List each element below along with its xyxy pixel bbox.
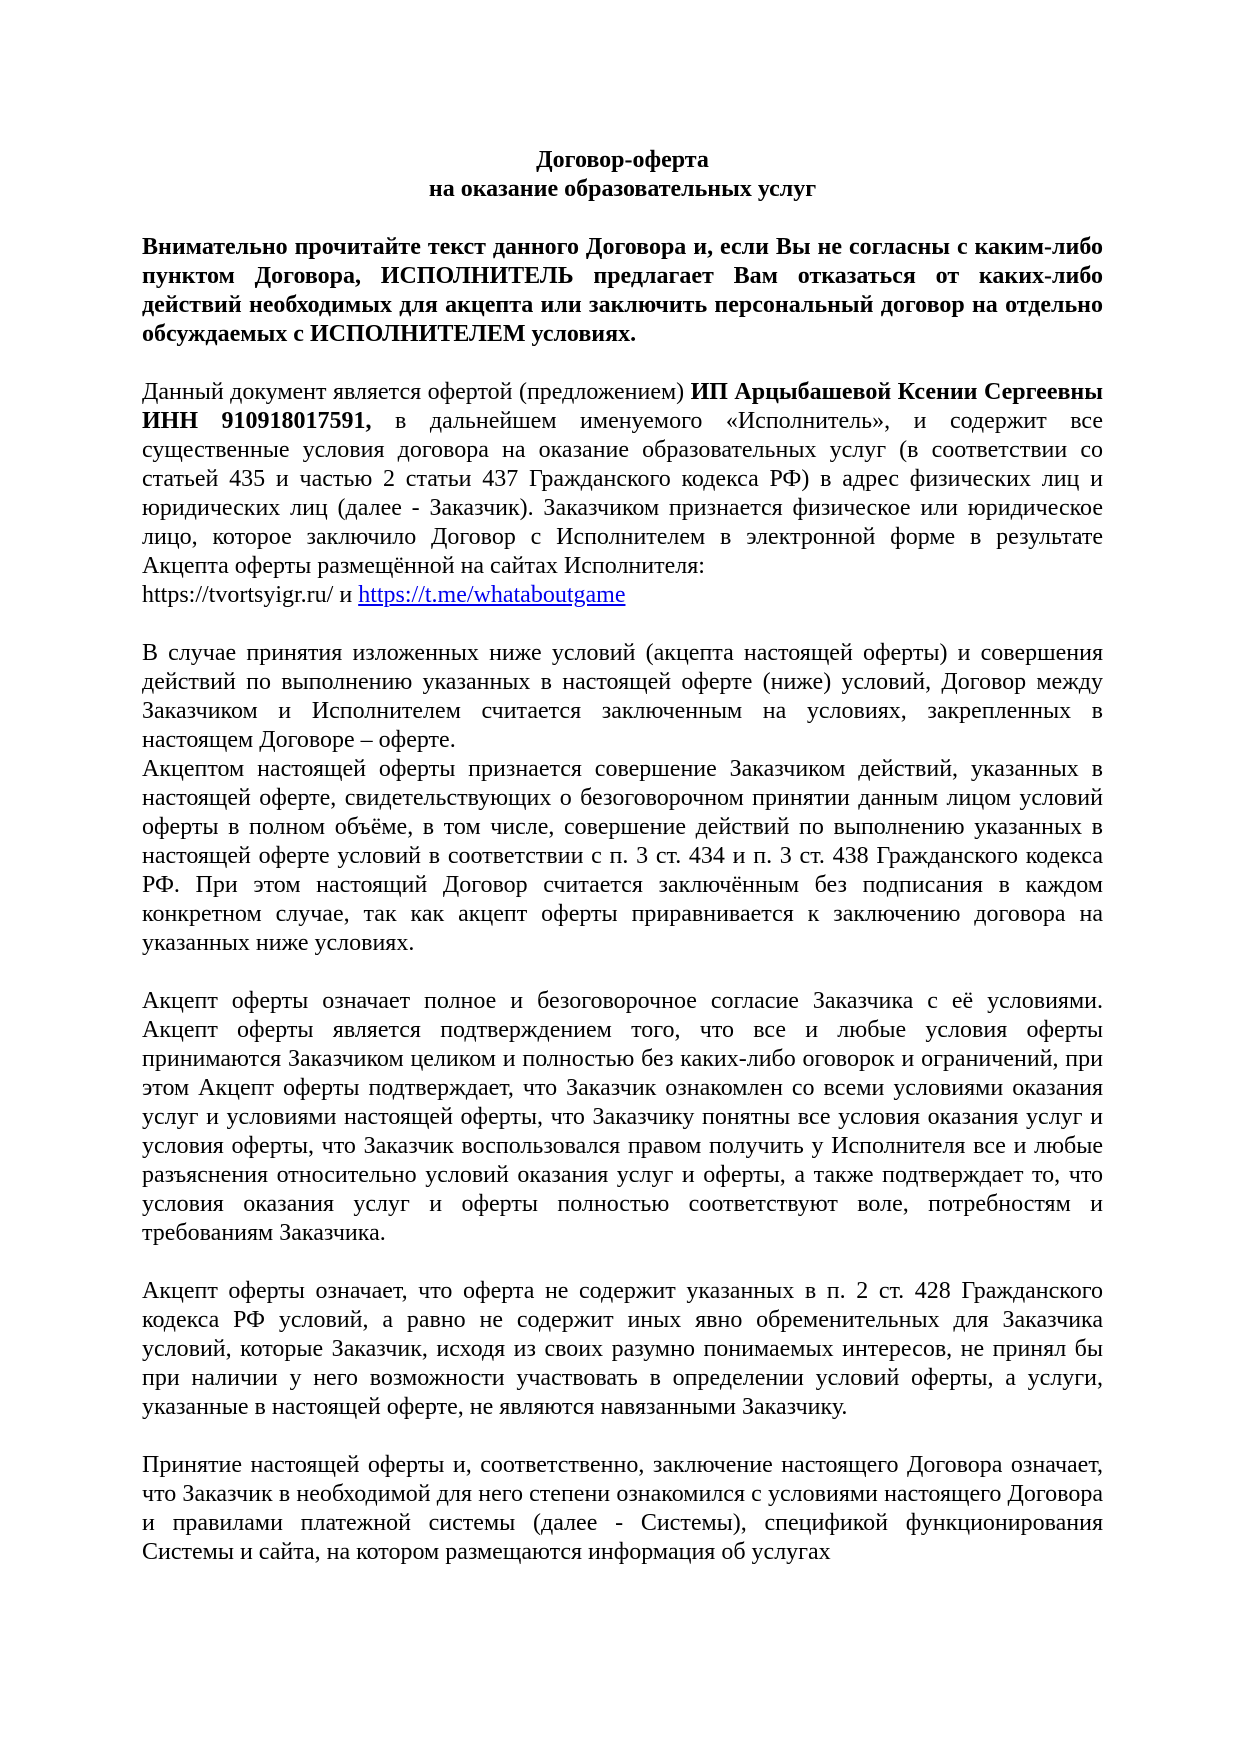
paragraph-acceptance-terms: В случае принятия изложенных ниже условий (акцепта настоящей оферты) и совершения действий по выполнению указанных в настоящей оферте (ниже) условий, Договор между Заказчиком и Исполнителем считается заключенным на условиях, закрепленных в настоящем Договоре – оферте. (142, 640, 1103, 753)
links-separator: и (333, 582, 359, 608)
paragraph-acceptance-no-burden: Акцепт оферты означает, что оферта не содержит указанных в п. 2 ст. 428 Гражданского кодекса РФ условий, а равно не содержит иных явно обременительных для Заказчика условий, которые Заказчик, исходя из своих разумно понимаемых интересов, не принял бы при наличии у него возможности участвовать в определении условий оферты, а услуги, указанные в настоящей оферте, не являются навязанными Заказчику. (142, 1278, 1103, 1420)
offer-intro-text-start: Данный документ является офертой (предложением) (142, 379, 691, 405)
paragraph-warning: Внимательно прочитайте текст данного Договора и, если Вы не согласны с каким-либо пунктом Договора, ИСПОЛНИТЕЛЬ предлагает Вам отказаться от каких-либо действий необходимых для акцепта или заключить персональный договор на отдельно обсуждаемых с ИСПОЛНИТЕЛЕМ условиях. (142, 234, 1103, 347)
paragraph-acceptance-full-consent: Акцепт оферты означает полное и безоговорочное согласие Заказчика с её условиями. Акцепт оферты является подтверждением того, что все и любые условия оферты принимаются Заказчиком целиком и полностью без каких-либо оговорок и ограничений, при этом Акцепт оферты подтверждает, что Заказчик ознакомлен со всеми условиями оказания услуг и условиями настоящей оферты, что Заказчику понятны все условия оказания услуг и условия оферты, что Заказчик воспользовался правом получить у Исполнителя все и любые разъяснения относительно условий оказания услуг и оферты, а также подтверждает то, что условия оказания услуг и оферты полностью соответствуют воле, потребностям и требованиям Заказчика. (142, 988, 1103, 1246)
site-url-text: https://tvortsyigr.ru/ (142, 582, 334, 608)
document-title-line2: на оказание образовательных услуг (428, 176, 817, 202)
performer-name-inn: ИП Арцыбашевой Ксении Сергеевны ИНН 910918017591, (142, 379, 1103, 434)
paragraph-final-acquaintance: Принятие настоящей оферты и, соответственно, заключение настоящего Договора означает, что Заказчик в необходимой для него степени ознакомился с условиями настоящего Договора и правилами платежной системы (далее - Системы), спецификой функционирования Системы и сайта, на котором размещаются информация об услугах (142, 1452, 1103, 1565)
paragraph-offer-intro (142, 378, 1103, 581)
document-title (142, 146, 1103, 204)
paragraph-acceptance-actions: Акцептом настоящей оферты признается совершение Заказчиком действий, указанных в настоящей оферте, свидетельствующих о безоговорочном принятии данным лицом условий оферты в полном объёме, в том числе, совершение действий по выполнению указанных в настоящей оферте условий в соответствии с п. 3 ст. 434 и п. 3 ст. 438 Гражданского кодекса РФ. При этом настоящий Договор считается заключённым без подписания в каждом конкретном случае, так как акцепт оферты приравнивается к заключению договора на указанных ниже условиях. (142, 756, 1103, 956)
telegram-link[interactable]: https://t.me/whataboutgame (358, 582, 626, 608)
offer-intro-text-end: в дальнейшем именуемого «Исполнитель», и содержит все существенные условия договора на оказание образовательных услуг (в соответствии со статьей 435 и частью 2 статьи 437 Гражданского кодекса РФ) в адрес физических лиц и юридических лиц (далее - Заказчик). Заказчиком признается физическое или юридическое лицо, которое заключило Договор с Исполнителем в электронной форме в результате Акцепта оферты размещённой на сайтах Исполнителя: (142, 408, 1103, 579)
performer-sites-line (142, 581, 1103, 610)
document-title-line1: Договор-оферта (536, 147, 709, 173)
